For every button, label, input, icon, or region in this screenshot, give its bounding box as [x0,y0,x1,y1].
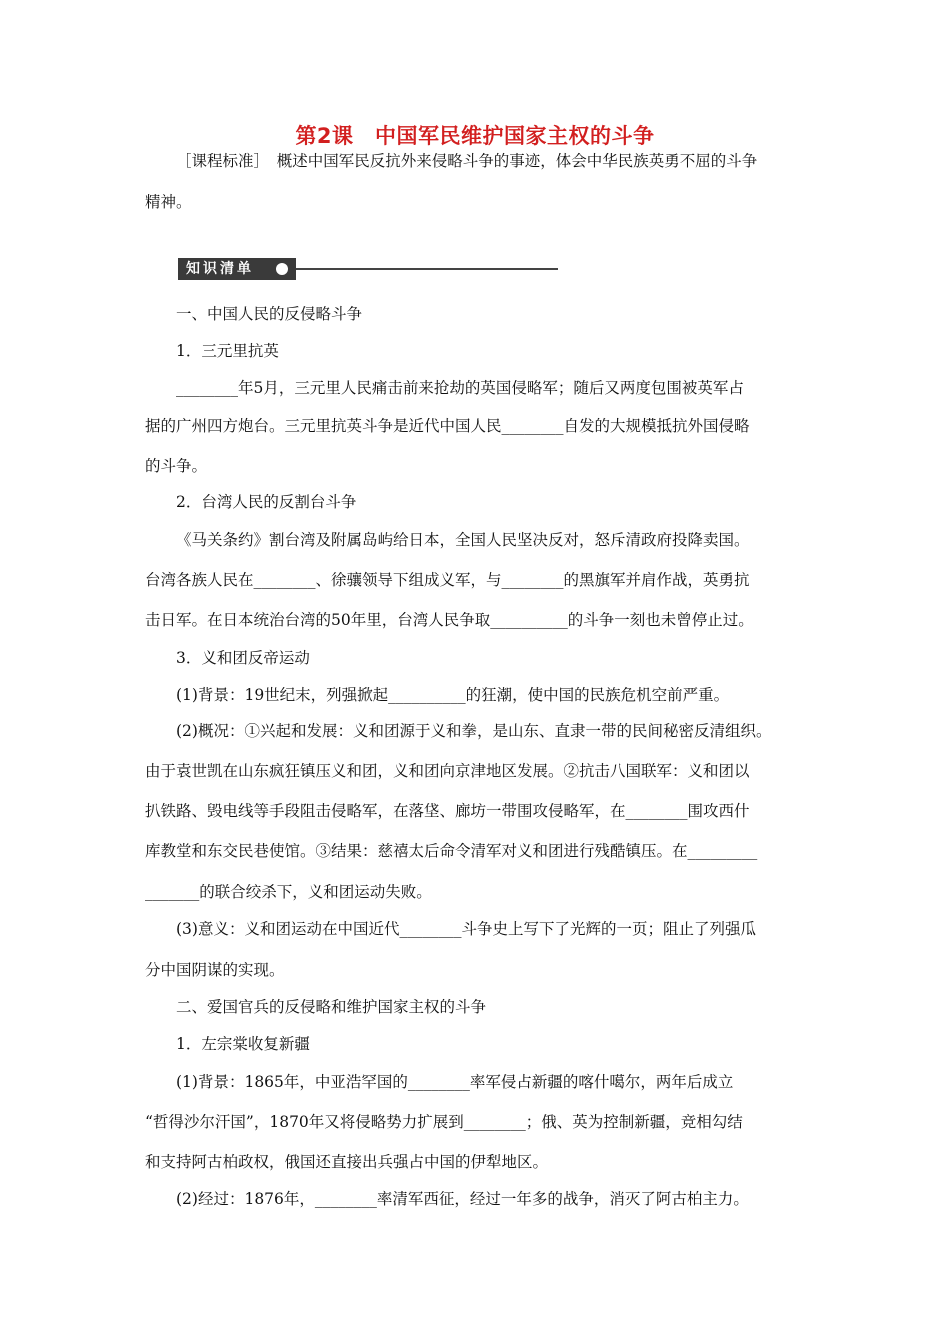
paragraph-line: (2)经过：1876年，________率清军西征，经过一年多的战争，消灭了阿古柏主力。 [176,1190,749,1208]
curriculum-standard-line-1: ［课程标准］ 概述中国军民反抗外来侵略斗争的事迹，体会中华民族英勇不屈的斗争 [176,152,758,170]
section-heading-2: 二、爱国官兵的反侵略和维护国家主权的斗争 [176,998,487,1016]
paragraph-line: 台湾各族人民在________、徐骧领导下组成义军，与________的黑旗军并肩作战，英勇抗 [145,571,750,589]
subheading-taiwan: 2．台湾人民的反割台斗争 [176,493,357,511]
paragraph-line: 库教堂和东交民巷使馆。③结果：慈禧太后命令清军对义和团进行残酷镇压。在_________ [145,842,758,860]
section-divider [296,268,558,270]
section-heading-1: 一、中国人民的反侵略斗争 [176,305,363,323]
curriculum-standard-line-2: 精神。 [145,193,192,211]
paragraph-line: 和支持阿古柏政权，俄国还直接出兵强占中国的伊犁地区。 [145,1153,549,1171]
paragraph-line: 扒铁路、毁电线等手段阻击侵略军，在落垡、廊坊一带围攻侵略军，在________围攻西什 [145,802,750,820]
subheading-zuo-zongtang: 1．左宗棠收复新疆 [176,1035,310,1053]
badge-dot-icon [276,263,288,275]
paragraph-line: ________年5月，三元里人民痛击前来抢劫的英国侵略军；随后又两度包围被英军占 [176,379,744,397]
subheading-sanyuanli: 1．三元里抗英 [176,342,279,360]
paragraph-line: 的斗争。 [145,457,208,475]
paragraph-line: (2)概况：①兴起和发展：义和团源于义和拳，是山东、直隶一带的民间秘密反清组织。 [176,722,772,740]
lesson-title: 第2课 中国军民维护国家主权的斗争 [295,124,655,148]
paragraph-line: “哲得沙尔汗国”，1870年又将侵略势力扩展到________；俄、英为控制新疆，竞相勾结 [145,1113,743,1131]
paragraph-line: 击日军。在日本统治台湾的50年里，台湾人民争取__________的斗争一刻也未曾停止过。 [145,611,754,629]
knowledge-list-badge: 知识清单 [178,258,296,280]
paragraph-line: _______的联合绞杀下，义和团运动失败。 [145,883,432,901]
subheading-boxer-movement: 3．义和团反帝运动 [176,649,310,667]
paragraph-line: (1)背景：1865年，中亚浩罕国的________率军侵占新疆的喀什噶尔，两年后成立 [176,1073,734,1091]
paragraph-line: (1)背景：19世纪末，列强掀起__________的狂潮，使中国的民族危机空前严重。 [176,686,730,704]
paragraph-line: 《马关条约》割台湾及附属岛屿给日本，全国人民坚决反对，怒斥清政府投降卖国。 [176,531,750,549]
paragraph-line: (3)意义：义和团运动在中国近代________斗争史上写下了光辉的一页；阻止了列强瓜 [176,920,756,938]
paragraph-line: 据的广州四方炮台。三元里抗英斗争是近代中国人民________自发的大规模抵抗外国侵略 [145,417,750,435]
paragraph-line: 由于袁世凯在山东疯狂镇压义和团，义和团向京津地区发展。②抗击八国联军：义和团以 [145,762,750,780]
paragraph-line: 分中国阴谋的实现。 [145,961,285,979]
